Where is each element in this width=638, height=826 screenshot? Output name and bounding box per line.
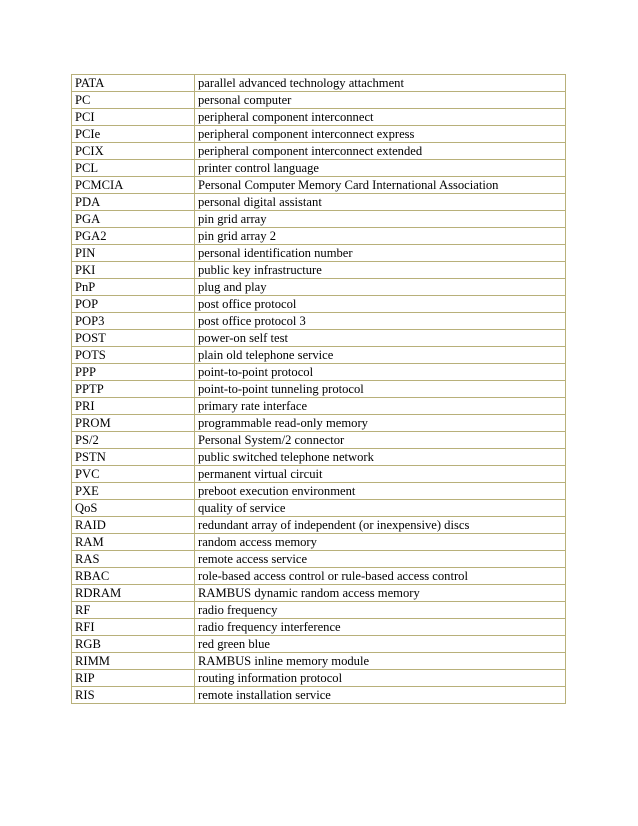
table-row [72, 466, 566, 483]
definition-cell: peripheral component interconnect extended [195, 143, 566, 160]
acronym-cell: RIP [72, 670, 195, 687]
acronym-cell: PnP [72, 279, 195, 296]
definition-cell: pin grid array 2 [195, 228, 566, 245]
acronym-cell: PKI [72, 262, 195, 279]
acronym-cell: RIS [72, 687, 195, 704]
table-row [72, 143, 566, 160]
table-row [72, 92, 566, 109]
table-row [72, 313, 566, 330]
table-row [72, 296, 566, 313]
definition-cell: plug and play [195, 279, 566, 296]
acronym-cell: RF [72, 602, 195, 619]
definition-cell: remote installation service [195, 687, 566, 704]
definition-cell: post office protocol [195, 296, 566, 313]
acronym-cell: RDRAM [72, 585, 195, 602]
table-row [72, 653, 566, 670]
definition-cell: red green blue [195, 636, 566, 653]
definition-cell: redundant array of independent (or inexpensive) discs [195, 517, 566, 534]
definition-cell: public key infrastructure [195, 262, 566, 279]
table-row [72, 687, 566, 704]
acronym-cell: PGA2 [72, 228, 195, 245]
acronym-cell: RIMM [72, 653, 195, 670]
acronym-cell: PXE [72, 483, 195, 500]
acronym-cell: PCIX [72, 143, 195, 160]
acronym-cell: PIN [72, 245, 195, 262]
table-row [72, 330, 566, 347]
definition-cell: RAMBUS dynamic random access memory [195, 585, 566, 602]
definition-cell: routing information protocol [195, 670, 566, 687]
table-row [72, 432, 566, 449]
acronym-cell: PC [72, 92, 195, 109]
table-row [72, 177, 566, 194]
acronym-cell: POP [72, 296, 195, 313]
acronym-cell: PVC [72, 466, 195, 483]
definition-cell: pin grid array [195, 211, 566, 228]
definition-cell: personal digital assistant [195, 194, 566, 211]
definition-cell: personal identification number [195, 245, 566, 262]
table-row [72, 381, 566, 398]
definition-cell: quality of service [195, 500, 566, 517]
table-row [72, 398, 566, 415]
acronym-cell: PROM [72, 415, 195, 432]
definition-cell: personal computer [195, 92, 566, 109]
acronym-cell: PSTN [72, 449, 195, 466]
definition-cell: public switched telephone network [195, 449, 566, 466]
definition-cell: peripheral component interconnect [195, 109, 566, 126]
acronym-cell: PS/2 [72, 432, 195, 449]
table-row [72, 109, 566, 126]
acronym-cell: RFI [72, 619, 195, 636]
table-row [72, 364, 566, 381]
definition-cell: Personal System/2 connector [195, 432, 566, 449]
acronym-cell: POP3 [72, 313, 195, 330]
table-row [72, 534, 566, 551]
acronym-cell: PRI [72, 398, 195, 415]
acronym-cell: RAM [72, 534, 195, 551]
table-row [72, 228, 566, 245]
definition-cell: preboot execution environment [195, 483, 566, 500]
table-row [72, 75, 566, 92]
table-row [72, 636, 566, 653]
definition-cell: peripheral component interconnect express [195, 126, 566, 143]
table-row [72, 602, 566, 619]
table-row [72, 449, 566, 466]
definition-cell: power-on self test [195, 330, 566, 347]
definition-cell: printer control language [195, 160, 566, 177]
definition-cell: random access memory [195, 534, 566, 551]
definition-cell: radio frequency [195, 602, 566, 619]
acronym-cell: RGB [72, 636, 195, 653]
table-row [72, 585, 566, 602]
acronym-cell: PGA [72, 211, 195, 228]
table-row [72, 670, 566, 687]
acronym-cell: PCMCIA [72, 177, 195, 194]
table-row [72, 211, 566, 228]
acronym-cell: PPTP [72, 381, 195, 398]
acronym-cell: RAS [72, 551, 195, 568]
definition-cell: point-to-point protocol [195, 364, 566, 381]
acronym-table [71, 74, 566, 704]
table-row [72, 415, 566, 432]
acronym-cell: PATA [72, 75, 195, 92]
acronym-cell: PCI [72, 109, 195, 126]
table-row [72, 279, 566, 296]
table-row [72, 551, 566, 568]
table-row [72, 245, 566, 262]
acronym-cell: PCL [72, 160, 195, 177]
definition-cell: Personal Computer Memory Card International Association [195, 177, 566, 194]
acronym-cell: RBAC [72, 568, 195, 585]
table-row [72, 483, 566, 500]
definition-cell: remote access service [195, 551, 566, 568]
definition-cell: radio frequency interference [195, 619, 566, 636]
acronym-cell: QoS [72, 500, 195, 517]
acronym-table-body [72, 75, 566, 704]
definition-cell: RAMBUS inline memory module [195, 653, 566, 670]
table-row [72, 347, 566, 364]
table-row [72, 619, 566, 636]
table-row [72, 160, 566, 177]
definition-cell: role-based access control or rule-based access control [195, 568, 566, 585]
table-row [72, 500, 566, 517]
acronym-cell: RAID [72, 517, 195, 534]
definition-cell: post office protocol 3 [195, 313, 566, 330]
definition-cell: permanent virtual circuit [195, 466, 566, 483]
acronym-cell: PDA [72, 194, 195, 211]
table-row [72, 194, 566, 211]
definition-cell: parallel advanced technology attachment [195, 75, 566, 92]
table-row [72, 262, 566, 279]
definition-cell: primary rate interface [195, 398, 566, 415]
acronym-cell: PCIe [72, 126, 195, 143]
acronym-cell: POST [72, 330, 195, 347]
table-row [72, 517, 566, 534]
table-row [72, 126, 566, 143]
acronym-cell: PPP [72, 364, 195, 381]
table-row [72, 568, 566, 585]
definition-cell: point-to-point tunneling protocol [195, 381, 566, 398]
definition-cell: programmable read-only memory [195, 415, 566, 432]
acronym-cell: POTS [72, 347, 195, 364]
definition-cell: plain old telephone service [195, 347, 566, 364]
